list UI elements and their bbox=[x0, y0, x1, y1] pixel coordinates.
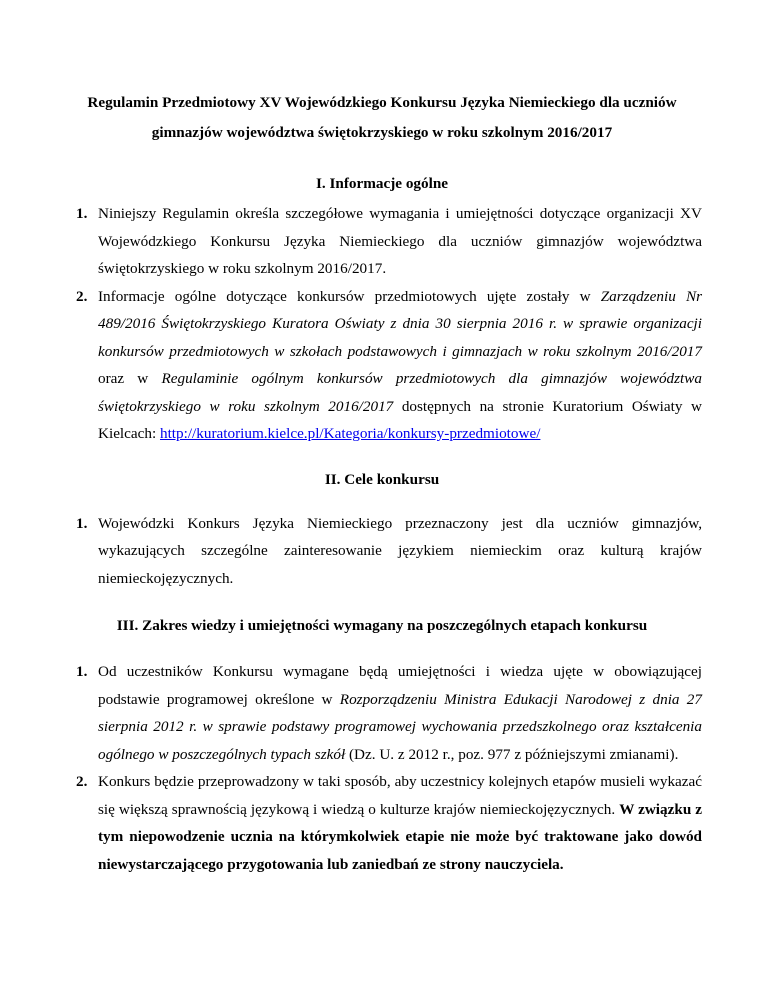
kuratorium-link[interactable]: http://kuratorium.kielce.pl/Kategoria/konkursy-przedmiotowe/ bbox=[159, 425, 541, 442]
list-item bbox=[62, 510, 702, 593]
section-heading-2: II. Cele konkursu bbox=[324, 470, 440, 488]
item-text: Informacje ogólne dotyczące konkursów przedmiotowych ujęte zostały w bbox=[98, 287, 601, 305]
item-text: dostępnych na stronie Kuratorium Oświaty w Kielcach: bbox=[98, 397, 702, 442]
item-italic-reference: Zarządzeniu Nr 489/2016 Świętokrzyskiego Kuratora Oświaty z dnia 30 sierpnia 2016 r. w sprawie organizacji konkursów przedmiotowych w szkołach podstawowych i gimnazjach w roku szkolnym 2016/2017 bbox=[98, 287, 702, 360]
item-text: oraz w bbox=[98, 370, 162, 387]
item-italic-reference: Regulaminie ogólnym konkursów przedmiotowych dla gimnazjów województwa świętokrzyskiego w roku szkolnym 2016/2017 bbox=[98, 370, 702, 415]
item-text: Wojewódzki Konkurs Języka Niemieckiego przeznaczony jest dla uczniów gimnazjów, wykazujących szczególne zainteresowanie językiem niemieckim oraz kulturą krajów niemieckojęzycznych. bbox=[98, 514, 702, 587]
section-heading-3: III. Zakres wiedzy i umiejętności wymagany na poszczególnych etapach konkursu bbox=[116, 617, 648, 634]
item-text: Od uczestników Konkursu wymagane będą umiejętności i wiedza ujęte w obowiązującej podstawie programowej określone w bbox=[98, 663, 702, 708]
list-item bbox=[62, 283, 702, 448]
item-bold-text: W związku z tym niepowodzenie ucznia na którymkolwiek etapie nie może być traktowane jako dowód niewystarczającego przygotowania lub zaniedbań ze strony nauczyciela. bbox=[98, 800, 703, 873]
item-number: 1. bbox=[76, 663, 88, 680]
item-text: Konkurs będzie przeprowadzony w taki sposób, aby uczestnicy kolejnych etapów musieli wykazać się większą sprawnością językową i wiedzą o kulturze krajów niemieckojęzycznych. bbox=[98, 773, 702, 818]
document-page bbox=[62, 88, 702, 878]
document-title-line-1: Regulamin Przedmiotowy XV Wojewódzkiego Konkursu Języka Niemieckiego dla uczniów bbox=[87, 94, 677, 111]
item-number: 1. bbox=[76, 205, 88, 222]
list-item bbox=[62, 200, 702, 283]
item-number: 2. bbox=[76, 773, 88, 790]
item-text: (Dz. U. z 2012 r., poz. 977 z późniejszymi zmianami). bbox=[345, 745, 679, 763]
list-item bbox=[62, 768, 702, 878]
item-italic-reference: Rozporządzeniu Ministra Edukacji Narodowej z dnia 27 sierpnia 2012 r. w sprawie podstawy programowej wychowania przedszkolnego oraz kształcenia ogólnego w poszczególnych typach szkół bbox=[98, 690, 702, 763]
document-title-line-2: gimnazjów województwa świętokrzyskiego w roku szkolnym 2016/2017 bbox=[151, 124, 613, 141]
item-number: 1. bbox=[76, 514, 88, 532]
item-text: Niniejszy Regulamin określa szczegółowe wymagania i umiejętności dotyczące organizacji XV Wojewódzkiego Konkursu Języka Niemieckiego dla uczniów gimnazjów województwa świętokrzyskiego w roku szkolnym 2016/2017. bbox=[98, 205, 702, 277]
list-item bbox=[62, 658, 702, 768]
section-heading-1: I. Informacje ogólne bbox=[315, 175, 449, 192]
item-number: 2. bbox=[76, 287, 88, 305]
